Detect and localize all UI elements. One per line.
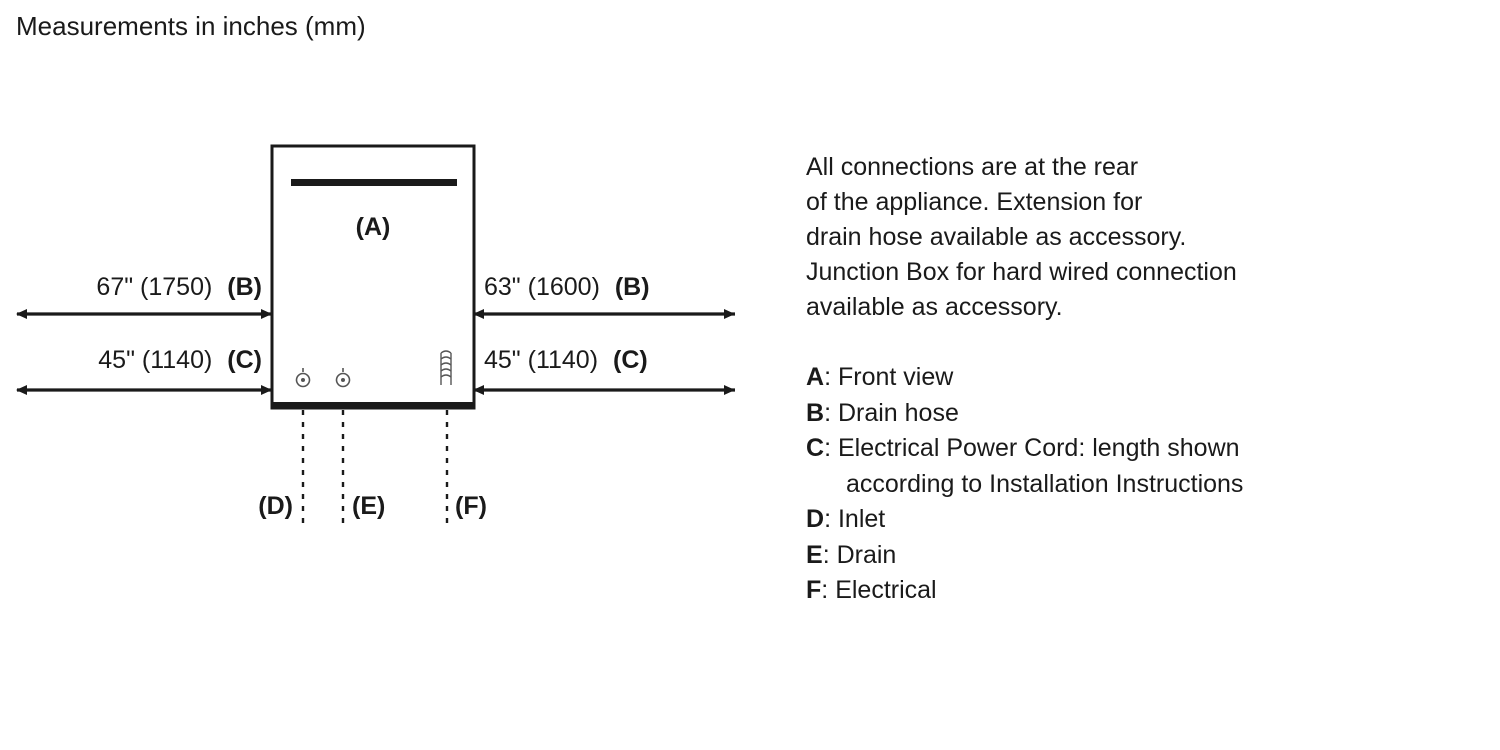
notes-line-3: drain hose available as accessory.: [806, 223, 1187, 251]
legend-key-f: F: [806, 576, 822, 604]
legend-text-c: Electrical Power Cord: length shown: [837, 434, 1240, 462]
page-title: Measurements in inches (mm): [16, 11, 366, 41]
legend-text-c-continued: according to Installation Instructions: [846, 469, 1244, 498]
legend-item-b: [806, 396, 1486, 432]
dimension-right-top: [474, 273, 735, 314]
legend-key-d: D: [806, 505, 825, 533]
dimension-left-top-value: 67" (1750): [96, 273, 213, 301]
legend-key-c: C: [806, 434, 825, 462]
legend-sep-c: :: [824, 434, 838, 462]
legend-item-c: [806, 431, 1486, 467]
legend-item-d: [806, 502, 1486, 538]
dimension-left-top-key: (B): [227, 273, 262, 301]
legend-sep-f: :: [821, 576, 836, 604]
legend-sep-b: :: [824, 398, 838, 427]
legend-sep-e: :: [822, 540, 837, 569]
notes-line-1: All connections are at the rear: [806, 153, 1139, 181]
appliance-control-panel: [291, 179, 457, 186]
callout-label-d: (D): [258, 492, 293, 520]
legend-list: [806, 360, 1486, 609]
callout-label-e: (E): [352, 492, 386, 520]
legend-text-a: Front view: [837, 363, 954, 391]
legend-key-e: E: [806, 540, 823, 569]
connection-notes: [806, 150, 1466, 325]
dimension-right-top-key: (B): [614, 273, 650, 301]
svg-text:45" (1140) (C): [98, 346, 262, 374]
legend-key-b: B: [806, 398, 825, 427]
notes-line-2: of the appliance. Extension for: [806, 188, 1143, 216]
legend-text-f: Electrical: [835, 576, 937, 604]
legend-text-d: Inlet: [837, 505, 886, 533]
dimension-right-bottom-value: 45" (1140): [484, 346, 599, 374]
legend-sep-d: :: [824, 505, 838, 533]
legend-item-e: [806, 538, 1486, 574]
legend-text-b: Drain hose: [837, 398, 959, 427]
dimension-right-bottom-key: (C): [613, 346, 648, 374]
legend-sep-a: :: [824, 363, 838, 391]
callout-label-f: (F): [455, 492, 487, 520]
svg-text:67" (1750) (B): [96, 273, 262, 301]
dimension-right-top-value: 63" (1600): [484, 273, 600, 301]
appliance-base: [272, 402, 474, 409]
dimension-left-top: [17, 273, 272, 314]
svg-text:45" (1140) (C): [484, 346, 648, 374]
dimension-left-bottom-key: (C): [227, 346, 262, 374]
svg-text:63" (1600) (B): [484, 273, 650, 301]
legend-key-a: A: [806, 363, 825, 391]
notes-line-5: available as accessory.: [806, 293, 1063, 321]
legend-item-f: [806, 573, 1486, 609]
diagram-svg: [0, 110, 790, 590]
dimension-left-bottom: [17, 346, 272, 390]
legend-item-a: [806, 360, 1486, 396]
dimension-left-bottom-value: 45" (1140): [98, 346, 213, 374]
appliance-dimension-diagram: [0, 110, 790, 590]
callout-label-a: (A): [355, 213, 391, 241]
legend-text-e: Drain: [836, 540, 897, 569]
notes-line-4: Junction Box for hard wired connection: [806, 258, 1237, 286]
dimension-right-bottom: [474, 346, 735, 390]
